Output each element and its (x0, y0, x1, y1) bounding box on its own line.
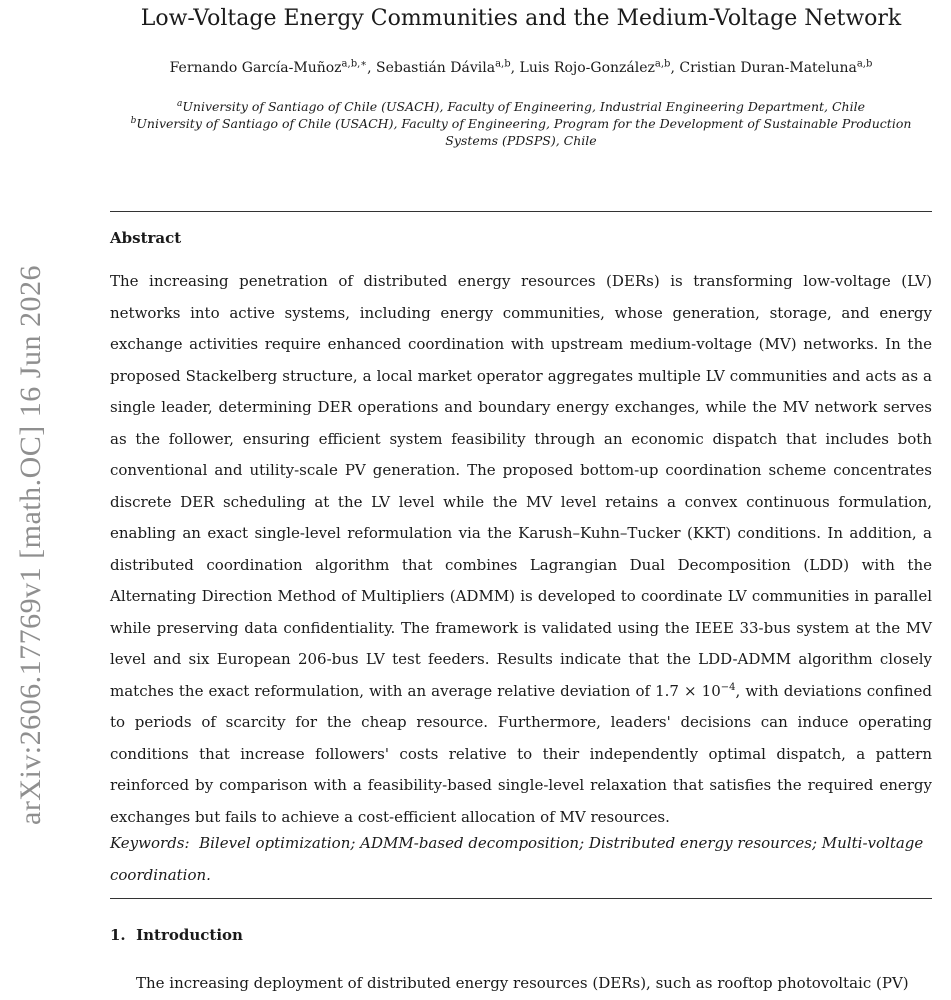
affiliation-mark: b (130, 115, 137, 126)
section-number: 1. (110, 926, 126, 944)
affiliation-mark: a (177, 98, 183, 109)
affiliation-item (110, 98, 932, 115)
arxiv-identifier-stamp: arXiv:2606.17769v1 [math.OC] 16 Jun 2026 (14, 265, 47, 825)
abstract-bottom-rule (110, 898, 932, 899)
abstract-text: The increasing penetration of distributed energy resources (DERs) is transforming low-voltage (LV) networks into active systems, including energy communities, whose generation, storage, and energy exchange activities require enhanced coordination with upstream medium-voltage (MV) networks. In the proposed Stackelberg structure, a local market operator aggregates multiple LV communities and acts as a single leader, determining DER operations and boundary energy exchanges, while the MV network serves as the follower, ensuring efficient system feasibility through an economic dispatch that includes both conventional and utility-scale PV generation. The proposed bottom-up coordination scheme concentrates discrete DER scheduling at the LV level while the MV level retains a convex continuous formulation, enabling an exact single-level reformulation via the Karush–Kuhn–Tucker (KKT) conditions. In addition, a distributed coordination algorithm that combines Lagrangian Dual Decomposition (LDD) with the Alternating Direction Method of Multipliers (ADMM) is developed to coordinate LV communities in parallel while preserving data confidentiality. The framework is validated using the IEEE 33-bus system at the MV level and six European 206-bus LV test feeders. Results indicate that the LDD-ADMM algorithm closely matches the exact reformulation, with an average relative deviation of 1.7 × 10 (110, 272, 932, 700)
author-list (110, 60, 932, 76)
affiliation-text: University of Santiago of Chile (USACH), Faculty of Engineering, Program for the Development of Sustainable Production Systems (PDSPS), Chile (136, 116, 912, 148)
affiliation-item (110, 115, 932, 149)
paper-title: Low-Voltage Energy Communities and the Medium-Voltage Network (140, 6, 902, 31)
author-name: Luis Rojo-González (519, 60, 655, 76)
author-separator: , (367, 60, 376, 76)
author-affil-marks: a,b (495, 58, 511, 70)
abstract-top-rule (110, 211, 932, 212)
affiliation-text: University of Santiago of Chile (USACH), Faculty of Engineering, Industrial Engineering Department, Chile (182, 99, 865, 114)
author-affil-marks: a,b (654, 58, 671, 70)
section-heading (110, 926, 243, 944)
author-affil-marks: a,b (856, 58, 873, 70)
keywords (110, 828, 932, 891)
section-title: Introduction (136, 926, 243, 944)
keywords-text: Bilevel optimization; ADMM-based decomposition; Distributed energy resources; Multi-voltage coordination. (110, 834, 924, 884)
keywords-label: Keywords: (110, 834, 190, 852)
abstract-body (110, 266, 932, 833)
author-affil-marks: a,b,∗ (341, 58, 368, 70)
author-name: Cristian Duran-Mateluna (679, 60, 857, 76)
affiliation-list (110, 98, 932, 149)
author-separator: , (510, 60, 520, 76)
author-name: Fernando García-Muñoz (169, 60, 342, 76)
author-name: Sebastián Dávila (375, 60, 496, 76)
abstract-heading: Abstract (110, 229, 182, 247)
introduction-paragraph: The increasing deployment of distributed energy resources (DERs), such as rooftop photovoltaic (PV) (136, 974, 909, 992)
abstract-text-continued: , with deviations confined to periods of scarcity for the cheap resource. Furthermore, leaders' decisions can induce operating conditions that increase followers' costs relative to their independently optimal dispatch, a pattern reinforced by comparison with a feasibility-based single-level relaxation that satisfies the required energy exchanges but fails to achieve a cost-efficient allocation of MV resources. (110, 681, 932, 826)
author-separator: , (670, 60, 680, 76)
abstract-exponent: −4 (720, 681, 736, 693)
